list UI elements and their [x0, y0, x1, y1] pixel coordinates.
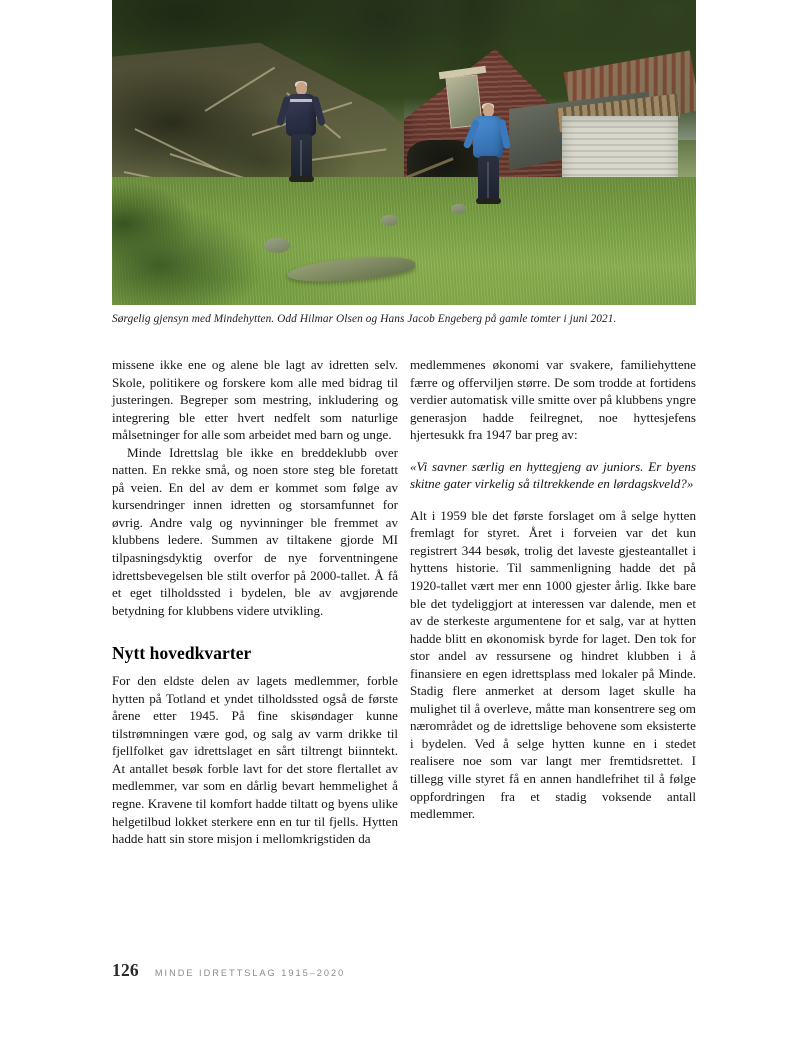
paragraph: Alt i 1959 ble det første forslaget om å selge hytten fremlagt for styret. Året i forveien var det kun registrert 344 besøk, trolig det laveste gjesteantallet i hyttens historie. Til sammenligning hadde det på 1920-tallet vært mer enn 1000 gjester årlig. Ikke bare ble det tydeliggjort at interessen var dalende, men et av de sterkeste argumentene for et salg, var at hytten hadde blitt en økonomisk byrde for laget. Den tok for stor andel av ressursene og hindret klubben i å finansiere en egen idrettsplass med lokaler på Minde. Stadig flere anmerket at dersom laget skulle ha mulighet til å overleve, måtte man konsentrere seg om nærområdet og de idrettslige behovene som eksisterte i bydelen. Ved å selge hytten kunne en i stedet realisere noe som var langt mer fremtidsrettet. I tillegg ville styret få en annen handlefrihet til å følge oppfordringen fra et stadig voksende antall medlemmer.	[410, 507, 696, 822]
page-number: 126	[112, 960, 139, 980]
person-odd-hilmar-olsen	[284, 82, 318, 186]
paragraph-continued: medlemmenes økonomi var svakere, familiehyttene færre og offerviljen større. De som trodde at fortidens verdier automatisk ville smitte over på klubbens yngre generasjon hadde feilregnet, noe hyttesjefens hjertesukk fra 1947 bar preg av:	[410, 357, 696, 443]
person-hans-jacob-engeberg	[471, 104, 505, 208]
running-head: MINDE IDRETTSLAG 1915–2020	[154, 968, 346, 978]
stone	[381, 215, 399, 225]
section-heading: Nytt hovedkvarter	[112, 643, 252, 664]
blockquote: «Vi savner særlig en hyttegjeng av juniors. Er byens skitne gater virkelig så tiltrekkende en lørdagskveld?»	[410, 458, 696, 492]
shoes	[289, 176, 314, 182]
paragraph: For den eldste delen av lagets medlemmer, forble hytten på Totland et yndet tilholdssted også de første årene etter 1945. På fine skisøndager kunne tilstrømningen være god, og salg av varm drikke til fjellfolket gav idrettslaget en sårt tiltrengt biinntekt. At antallet besøk forble lavt for det store flertallet av medlemmer, var som en dårlig bevart hemmelighet å regne. Kravene til komfort hadde tiltatt og byens ulike helgetilbud lokket sterkere enn en tur til fjells. Hytten hadde hatt sin store misjon i mellomkrigstiden da	[112, 673, 398, 847]
text-column-left	[112, 356, 398, 848]
photo-caption: Sørgelig gjensyn med Mindehytten. Odd Hilmar Olsen og Hans Jacob Engeberg på gamle tomter i juni 2021.	[112, 313, 617, 325]
head	[483, 104, 494, 117]
stone	[451, 204, 466, 213]
page-footer	[112, 960, 345, 981]
text-column-right	[410, 356, 696, 823]
legs	[291, 134, 312, 178]
paragraph: Minde Idrettslag ble ikke en breddeklubb over natten. En rekke små, og noen store steg ble foretatt på veien. En del av dem er kommet som følge av kursendringer innen idretten og storsamfunnet for øvrig. Andre valg og nyvinninger ble fremmet av klubbens ledere. Summen av tiltakene gjorde MI tilpasningsdyktig overfor de nye forventningene idrettsbevegelsen ble stilt overfor på 2000-tallet. Å få et eget tilholdssted i bydelen, ble av avgjørende betydning for klubbens videre utvikling.	[112, 444, 398, 618]
photograph	[112, 0, 696, 305]
photo-figure	[112, 0, 696, 305]
shoes	[476, 198, 501, 204]
paragraph-continued: missene ikke ene og alene ble lagt av idretten selv. Skole, politikere og forskere kom alle med bidrag til justeringen. Begreper som mestring, inkludering og integrering ble etter hvert nedfelt som naturlige målsetninger for alle som arbeidet med barn og unge.	[112, 357, 398, 443]
legs	[478, 156, 499, 200]
